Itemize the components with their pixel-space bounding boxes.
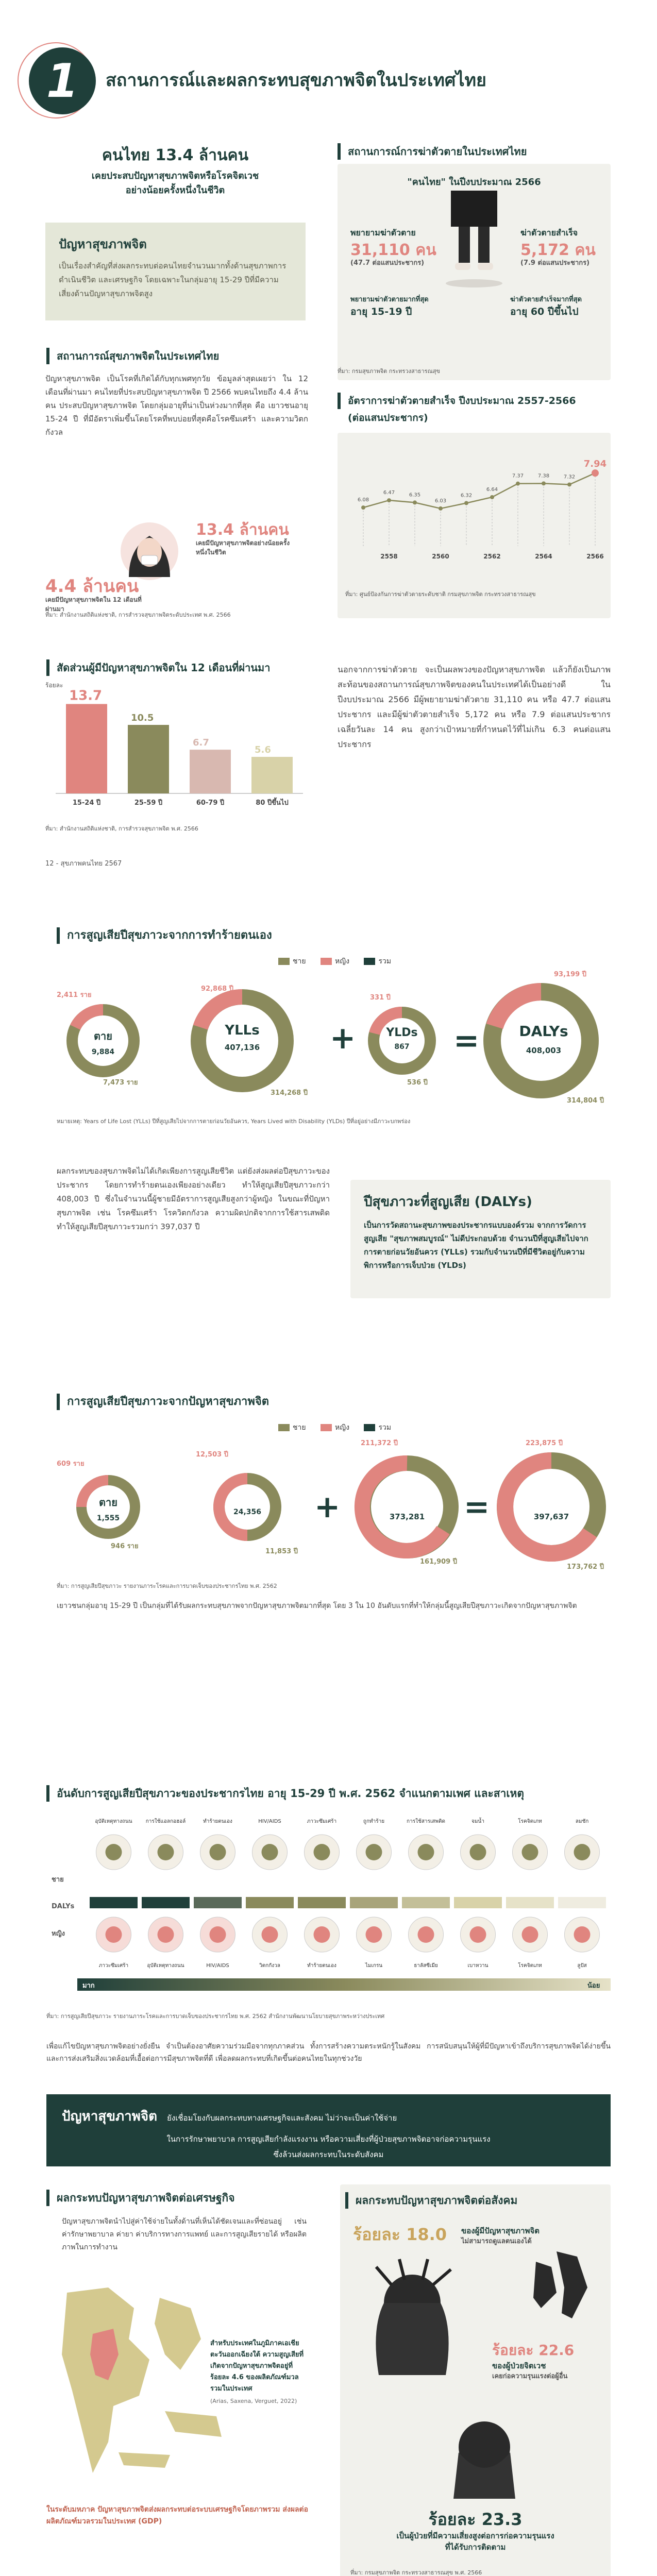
cause-male-dot [314,1844,330,1860]
cause-dalys-bar [558,1897,606,1908]
success-rate: (7.9 ต่อแสนประชากร) [520,259,590,267]
banner-title: ปัญหาสุขภาพจิต [62,2109,158,2124]
cause-male-dot [158,1844,174,1860]
self-yld-value: 867 [394,1043,410,1051]
cause-female-label: ธาลัสซีเมีย [414,1963,438,1969]
cause-female-label: เบาหวาน [467,1963,488,1969]
line-point [387,498,391,502]
ratio-bar-value: 10.5 [131,713,154,723]
social-stat3-sub: ที่ได้รับการติดตาม [445,2543,506,2552]
stat-small: 4.4 ล้านคน [45,576,139,597]
intro-headline-3: อย่างน้อยครั้งหนึ่งในชีวิต [125,185,225,196]
ranking-row-f: หญิง [52,1930,65,1938]
economy-box-source: (Arias, Saxena, Verguet, 2022) [210,2398,297,2404]
line-point [361,505,365,510]
line-x-tick: 2564 [535,553,552,560]
suicide-rate-title-2: (ต่อแสนประชากร) [348,412,428,423]
line-point-label: 6.08 [357,497,369,503]
line-point-label: 6.32 [460,493,473,499]
suicide-rate-line [363,473,595,509]
ratio-bar [251,757,293,793]
ratio-category-label: 80 ปีขึ้นไป [256,799,289,807]
intro-box-text: เป็นเรื่องสำคัญที่ส่งผลกระทบต่อคนไทยจำนวนมากทั้งด้านสุขภาพการดำเนินชีวิต และเศรษฐกิจ โดยเฉพาะในกลุ่มอายุ 15-29 ปีที่มีความเสี่ยงด้านปัญหาสุขภาพจิตสูง [59,261,287,298]
ratio-chart-source: ที่มา: สำนักงานสถิติแห่งชาติ, การสำรวจสุขภาพจิต พ.ศ. 2566 [45,825,198,832]
line-point-label: 6.47 [383,490,395,496]
self-yll-value: 407,136 [224,1043,260,1052]
cause-male-dot [106,1844,122,1860]
mental-yld-f: 211,372 ปี [361,1439,398,1447]
mental-dalys-m: 173,762 ปี [567,1563,604,1571]
social-stat1-caption: ของผู้มีปัญหาสุขภาพจิต [461,2226,540,2235]
cause-female-dot [262,1926,278,1943]
suicide-rate-title-1: อัตราการฆ่าตัวตายสำเร็จ ปีงบประมาณ 2557-2566 [338,393,576,409]
suicide-rate-source: ที่มา: ศูนย์ป้องกันการฆ่าตัวตายระดับชาติ กรมสุขภาพจิต กระทรวงสาธารณสุข [345,591,536,598]
dalys-mental-text: เยาวชนกลุ่มอายุ 15-29 ปี เป็นกลุ่มที่ได้รับผลกระทบสุขภาพจากปัญหาสุขภาพจิตมากที่สุด โดย 3 ใน 10 อันดับแรกที่ทำให้กลุ่มนี้สูญเสียปีสุขภาวะเกิดจากปัญหาสุขภาพจิต [57,1602,577,1610]
dalys-mental-title: การสูญเสียปีสุขภาวะจากปัญหาสุขภาพจิต [57,1394,269,1410]
ratio-chart [45,680,303,819]
self-yll-f: 92,868 ปี [201,985,233,993]
line-x-tick: 2566 [586,553,604,560]
cause-female-label: โรคจิตเภท [518,1963,542,1969]
self-death-f: 2,411 ราย [57,991,92,999]
ratio-category-label: 60-79 ปี [196,799,225,807]
situation-paragraph: ปัญหาสุขภาพจิต เป็นโรคที่เกิดได้กับทุกเพศทุกวัย ข้อมูลล่าสุดเผยว่า ใน 12 เดือนที่ผ่านมา คนไทยที่ประสบปัญหาสุขภาพจิต ปี 2566 พบคนไทยถึง 4.4 ล้านคน ประสบปัญหาสุขภาพจิต โดยกลุ่มอายุที่น่าเป็นห่วงมากที่สุด คือ เยาวชนอายุ 15-24 ปี ที่มีอัตราเพิ่มขึ้นโดยโรคที่พบบ่อยที่สุดคือโรคซึมเศร้า และความวิตกกังวล [45,374,308,437]
suicide-title: สถานการณ์การฆ่าตัวตายในประเทศไทย [338,143,527,160]
suicide-source: ที่มา: กรมสุขภาพจิต กระทรวงสาธารณสุข [338,368,441,375]
line-point-label: 6.35 [409,492,421,498]
legend-female: หญิง [335,957,350,965]
social-stat2-caption: ของผู้ป่วยจิตเวช [492,2361,546,2370]
ratio-bar-value: 13.7 [69,688,103,704]
success-label: ฆ่าตัวตายสำเร็จ [520,228,578,238]
cause-female-label: ไมเกรน [365,1963,383,1969]
stat-big: 13.4 ล้านคน [196,521,289,539]
economy-title: ผลกระทบปัญหาสุขภาพจิตต่อเศรษฐกิจ [46,2190,235,2206]
line-point [490,495,494,499]
cause-female-dot [418,1926,434,1943]
cause-dalys-bar [454,1897,502,1908]
social-title: ผลกระทบปัญหาสุขภาพจิตต่อสังคม [345,2192,517,2209]
social-stat1: ร้อยละ 18.0 [353,2225,447,2244]
cause-female-dot [470,1926,486,1943]
self-yll-m: 314,268 ปี [271,1089,308,1097]
cause-female-label: ทำร้ายตนเอง [307,1963,336,1969]
cause-male-dot [574,1844,591,1860]
intro-headline-1: คนไทย 13.4 ล้านคน [102,146,249,164]
social-stat3-caption: เป็นผู้ป่วยที่มีความเสี่ยงสูงต่อการก่อความรุนแรง [396,2531,554,2540]
ranking-title: อันดับการสูญเสียปีสุขภาวะของประชากรไทย อายุ 15-29 ปี พ.ศ. 2562 จำแนกตามเพศ และสาเหตุ [46,1785,524,1802]
self-yld-label: YLDs 867 [386,1026,418,1051]
self-death-m: 7,473 ราย [103,1079,138,1087]
self-death-label: ตาย 9,884 [91,1030,115,1056]
cause-male-dot [418,1844,434,1860]
ratio-category-label: 25-59 ปี [134,799,163,807]
cause-male-label: ถูกทำร้าย [363,1819,385,1824]
line-x-tick: 2558 [380,553,398,560]
ranking-dalys-label: DALYs [52,1903,75,1910]
cause-male-dot [366,1844,382,1860]
self-death-value: 9,884 [91,1048,115,1056]
cause-female-dot [158,1926,174,1943]
cause-male-label: HIV/AIDS [258,1819,281,1824]
hands-illustration [526,2246,603,2324]
line-point [464,501,468,505]
banner [46,2094,611,2166]
ratio-category-label: 15-24 ปี [72,799,101,807]
ratio-bar-chart [45,680,303,819]
ranking-grid [49,1814,611,1973]
self-dalys-m: 314,804 ปี [567,1097,604,1105]
success-age: อายุ 60 ปีขึ้นไป [510,306,579,317]
mental-yld-label [376,1489,438,1523]
page-title: สถานการณ์และผลกระทบสุขภาพจิตในประเทศไทย [106,70,486,91]
mental-yll-label [222,1492,273,1517]
hanging-legs-illustration [441,191,508,289]
cause-male-label: อุบัติเหตุทางถนน [95,1819,132,1824]
ranking-text: เพื่อแก้ไขปัญหาสุขภาพจิตอย่างยั่งยืน จำเป็นต้องอาศัยความร่วมมือจากทุกภาคส่วน ทั้งการสร้างความตระหนักรู้ในสังคม การสนับสนุนให้ผู้ที่มีปัญหาเข้าถึงบริการสุขภาพจิตได้ง่ายขึ้น และการส่งเสริมสิ่งแวดล้อมที่เอื้อต่อการมีสุขภาพจิตที่ดี เพื่อลดผลกระทบที่เกิดขึ้นต่อคนไทยในทุกช่วงวัย [46,2042,611,2063]
cause-female-dot [366,1926,382,1943]
cause-female-dot [522,1926,538,1943]
ratio-ylabel: ร้อยละ [45,682,63,689]
cause-male-dot [522,1844,538,1860]
ranking-axis-left: มาก [82,1982,95,1990]
mental-dalys-f: 223,875 ปี [526,1439,563,1447]
economy-footer: ในระดับมหภาค ปัญหาสุขภาพจิตส่งผลกระทบต่อระบบเศรษฐกิจโดยภาพรวม ส่งผลต่อผลิตภัณฑ์มวลรวมในประเทศ (GDP) [46,2505,309,2526]
line-point-label: 6.03 [434,498,447,504]
cause-female-dot [314,1926,330,1943]
line-point [592,469,599,477]
attempt-age: อายุ 15-19 ปี [350,306,412,317]
intro-box-title: ปัญหาสุขภาพจิต [59,237,147,251]
situation-title: สถานการณ์สุขภาพจิตในประเทศไทย [46,348,219,364]
mental-legend-total: รวม [378,1423,392,1432]
intro-headline-2: เคยประสบปัญหาสุขภาพจิตหรือโรคจิตเวช [91,171,259,181]
sea-map [46,2277,232,2494]
svg-text:+: + [330,1020,356,1056]
svg-text:+: + [314,1489,341,1525]
chapter-number: 1 [46,54,79,108]
economy-box-text: สำหรับประเทศในภูมิภาคเอเชียตะวันออกเฉียงใต้ ความสูญเสียที่เกิดจากปัญหาสุขภาพจิตอยู่ที่ ร้อยละ 4.6 ของผลิตภัณฑ์มวลรวมในประเทศ [210,2340,304,2393]
attempt-label: พยายามฆ่าตัวตาย [350,228,416,238]
self-yld-f: 331 ปี [370,994,391,1002]
economy-box [206,2334,309,2409]
cause-female-label: ภาวะซึมเศร้า [98,1963,129,1969]
cause-male-label: ลมชัก [575,1819,589,1824]
cause-male-label: จมน้ำ [471,1819,484,1824]
cause-male-label: การใช้แอลกอฮอล์ [145,1819,186,1824]
dalys-self-note: หมายเหตุ: Years of Life Lost (YLLs) ปีที่สูญเสียไปจากการตายก่อนวัยอันควร, Years Lived with Disability (YLDs) ปีที่อยู่อย่างมีภาวะบกพร่อง [57,1118,411,1125]
ranking-axis [77,1978,611,1991]
cause-female-label: อุบัติเหตุทางถนน [147,1963,184,1969]
situation-source: ที่มา: สำนักงานสถิติแห่งชาติ, การสำรวจสุขภาพจิตระดับประเทศ พ.ศ. 2566 [45,612,231,618]
chapter-badge [29,47,96,114]
mental-death-f: 609 ราย [57,1460,85,1468]
mental-death-m: 946 ราย [111,1543,139,1550]
ratio-chart-title: สัดส่วนผู้มีปัญหาสุขภาพจิตใน 12 เดือนที่ผ่านมา [46,659,270,676]
cause-dalys-bar [90,1897,138,1908]
self-yll-label: YLLs 407,136 [224,1023,260,1052]
ratio-bar-value: 6.7 [193,737,209,749]
mental-yll-m: 11,853 ปี [265,1548,298,1555]
ratio-bar [190,750,231,793]
dalys-mental-legend [278,1422,391,1433]
cause-male-dot [470,1844,486,1860]
self-dalys-label: DALYs 408,003 [519,1023,568,1055]
suicide-subtitle: "คนไทย" ในปีงบประมาณ 2566 [407,177,541,188]
intro-box [45,223,306,320]
mental-legend-male: ชาย [293,1423,306,1432]
self-yld-m: 536 ปี [407,1079,428,1087]
cause-female-label: HIV/AIDS [206,1963,229,1969]
attempt-rate: (47.7 ต่อแสนประชากร) [350,259,425,267]
legend-total: รวม [378,957,392,965]
cause-male-dot [210,1844,226,1860]
cause-dalys-bar [506,1897,554,1908]
line-x-tick: 2560 [432,553,449,560]
cause-male-dot [262,1844,278,1860]
social-stat3: ร้อยละ 23.3 [428,2510,523,2529]
line-point [516,482,520,486]
cause-female-label: ลูปัส [577,1963,587,1969]
cause-female-dot [210,1926,226,1943]
mental-death-label: ตาย 1,555 [96,1496,120,1522]
self-dalys-value: 408,003 [526,1046,562,1055]
page-number-left: 12 - สุขภาพคนไทย 2567 [45,860,122,868]
mental-dalys-label [520,1489,582,1523]
cause-female-label: วิตกกังวล [259,1963,280,1969]
dalys-def-text: เป็นการวัดสถานะสุขภาพของประชากรแบบองค์รวม จากการวัดการสูญเสีย "สุขภาพสมบูรณ์" ไม่ดีประกอบด้วย จำนวนปีที่สูญเสียไปจากการตายก่อนวัยอันควร (YLLs) รวมกับจำนวนปีที่มีชีวิตอยู่กับความพิการหรือการเจ็บป่วย (YLDs) [364,1221,588,1270]
ratio-bar [66,704,107,793]
ranking-axis-right: น้อย [587,1982,600,1990]
cause-female-dot [574,1926,591,1943]
line-point-label: 7.94 [583,459,607,470]
economy-text: ปัญหาสุขภาพจิตนำไปสู่ค่าใช้จ่ายในทั้งด้านที่เห็นได้ชัดเจนและที่ซ่อนอยู่ เช่น ค่ารักษาพยาบาล ค่ายา ค่าบริการทางการแพทย์ และการสูญเสียรายได้ หรือผลิตภาพในการทำงาน [62,2217,307,2251]
success-age-label: ฆ่าตัวตายสำเร็จมากที่สุด [510,296,582,303]
line-point [413,500,417,504]
banner-text-3: ซึ่งล้วนส่งผลกระทบในระดับสังคม [273,2150,384,2159]
dalys-mental-note: ที่มา: การสูญเสียปีสุขภาวะ รายงานภาระโรคและการบาดเจ็บของประชากรไทย พ.ศ. 2562 [57,1583,277,1589]
ranking-row-m: ชาย [52,1876,64,1884]
cause-female-dot [106,1926,122,1943]
dalys-self-title: การสูญเสียปีสุขภาวะจากการทำร้ายตนเอง [57,927,272,944]
mental-yld-value: 373,281 [389,1512,425,1521]
stat-small-caption: เคยมีปัญหาสุขภาพจิตใน 12 เดือนที่ผ่านมา [45,596,142,613]
cause-male-label: ภาวะซึมเศร้า [307,1819,337,1824]
line-point-label: 7.32 [563,474,576,480]
cause-male-label: โรคจิตเภท [518,1819,542,1824]
svg-text:=: = [453,1023,480,1059]
cause-male-label: การใช้สารเสพติด [407,1819,445,1824]
attempt-value: 31,110 คน [350,241,436,259]
social-stat1-sub: ไม่สามารถดูแลตนเองได้ [461,2238,532,2245]
cause-dalys-bar [246,1897,294,1908]
banner-text-2: ในการรักษาพยาบาล การสูญเสียกำลังแรงงาน หรือความเสี่ยงที่ผู้ป่วยสุขภาพจิตอาจก่อความรุนแรง [166,2134,491,2144]
line-point-label: 7.37 [512,473,524,479]
mental-yll-value: 24,356 [233,1508,262,1516]
cause-dalys-bar [194,1897,242,1908]
line-point-label: 7.38 [537,473,550,479]
stat-big-caption: เคยมีปัญหาสุขภาพจิตอย่างน้อยครั้งหนึ่งในชีวิต [196,539,290,556]
mental-death-value: 1,555 [96,1514,120,1522]
cause-male-label: ทำร้ายตนเอง [203,1819,232,1824]
suicide-text: นอกจากการฆ่าตัวตาย จะเป็นผลพวงของปัญหาสุขภาพจิต แล้วก็ยังเป็นภาพสะท้อนของสถานการณ์สุขภาพจิตของคนในประเทศได้เป็นอย่างดี ในปีงบประมาณ 2566 มีผู้พยายามฆ่าตัวตาย 31,110 คน หรือ 47.7 ต่อแสนประชากร และมีผู้ฆ่าตัวตายสำเร็จ 5,172 คน หรือ 7.9 ต่อแสนประชากร เฉลี่ยวันละ 14 คน สูงกว่าเป้าหมายที่กำหนดไว้ที่ไม่เกิน 6.3 คนต่อแสนประชากร [338,665,611,749]
line-point-label: 6.64 [486,486,498,493]
success-value: 5,172 คน [520,241,596,259]
dalys-text: ผลกระทบของสุขภาพจิตไม่ได้เกิดเพียงการสูญเสียชีวิต แต่ยังส่งผลต่อปีสุขภาวะของประชากร โดยการทำร้ายตนเองเพียงอย่างเดียว ทำให้สูญเสียปีสุขภาวะกว่า 408,003 ปี ซึ่งในจำนวนนี้ผู้ชายมีอัตราการสูญเสียสูงกว่าผู้หญิง ในขณะที่ปัญหาสุขภาพจิต เช่น โรคซึมเศร้า โรควิตกกังวล ความผิดปกติจากการใช้สารเสพติด ทำให้สูญเสียปีสุขภาวะรวมกว่า 397,037 ปี [57,1166,330,1231]
line-point [542,481,546,485]
dalys-def-title: ปีสุขภาวะที่สูญเสีย (DALYs) [364,1194,532,1210]
mental-yll-f: 12,503 ปี [196,1451,228,1459]
attempt-age-label: พยายามฆ่าตัวตายมากที่สุด [350,296,429,303]
mental-yld-m: 161,909 ปี [420,1558,457,1566]
social-stat2-sub: เคยก่อความรุนแรงต่อผู้อื่น [492,2372,568,2380]
mental-legend-female: หญิง [335,1423,350,1432]
cause-dalys-bar [350,1897,398,1908]
suicide-rate-line-chart [338,433,611,582]
distress-illustration [356,2257,469,2380]
dalys-self-legend [278,956,391,967]
ratio-bar-value: 5.6 [255,744,271,756]
cause-dalys-bar [298,1897,346,1908]
social-source: ที่มา: กรมสุขภาพจิต กระทรวงสาธารณสุข พ.ศ. 2566 [350,2569,482,2576]
self-dalys-f: 93,199 ปี [554,971,586,978]
ratio-bar [128,725,169,793]
cause-dalys-bar [402,1897,450,1908]
dalys-def-box [350,1180,611,1298]
ranking-source: ที่มา: การสูญเสียปีสุขภาวะ รายงานภาระโรคและการบาดเจ็บของประชากรไทย พ.ศ. 2562 สำนักงานพัฒนานโยบายสุขภาพระหว่างประเทศ [46,2013,385,2020]
line-point [567,482,571,486]
social-stat2: ร้อยละ 22.6 [492,2342,575,2359]
svg-text:=: = [464,1489,490,1525]
cause-dalys-bar [142,1897,190,1908]
covering-face-illustration [443,2411,526,2499]
banner-text-1: ยังเชื่อมโยงกับผลกระทบทางเศรษฐกิจและสังคม ไม่ว่าจะเป็นค่าใช้จ่าย [167,2113,397,2123]
mental-dalys-value: 397,637 [533,1512,569,1521]
line-point [439,506,443,511]
line-x-tick: 2562 [483,553,501,560]
legend-male: ชาย [293,957,306,965]
